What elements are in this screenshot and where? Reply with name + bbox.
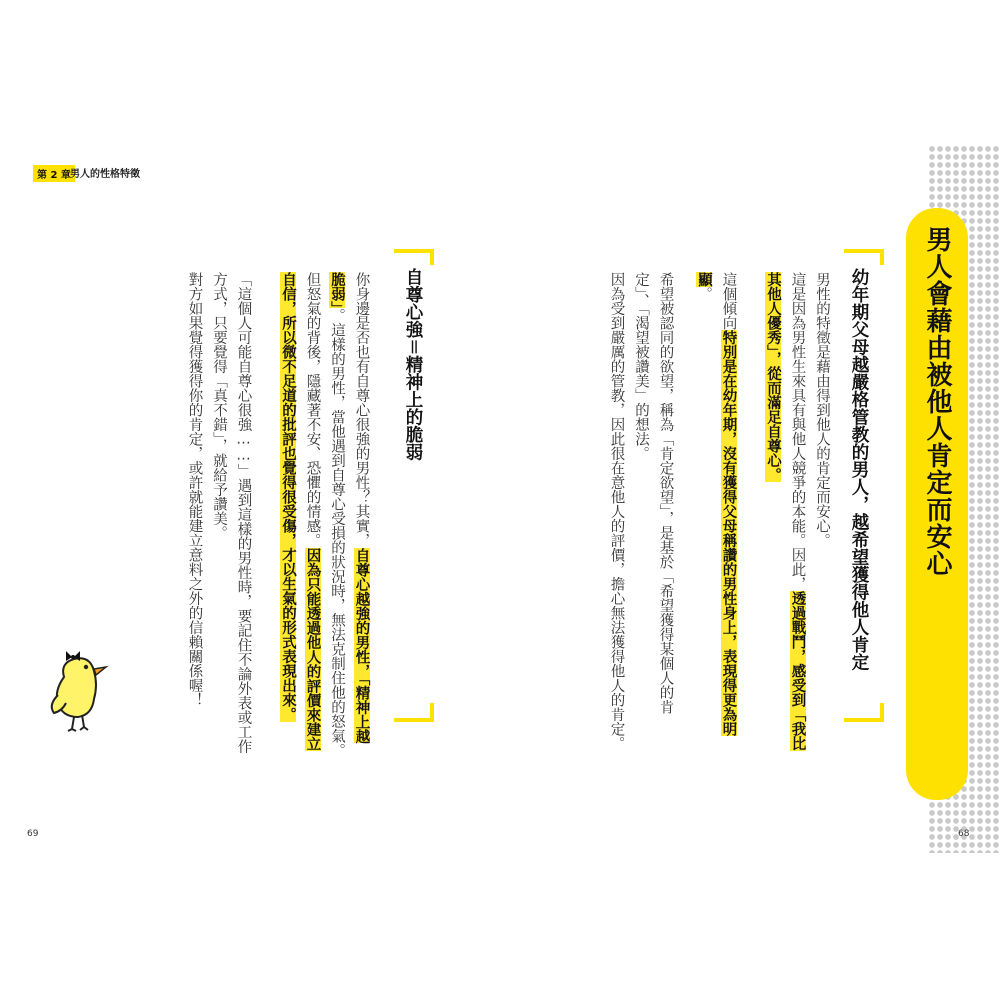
right-p3-l2: 定」、「渴望被讚美」的想法。 [633, 272, 649, 461]
left-p1-l3a: 但怒氣的背後，隱藏著不安、恐懼的情感。 [304, 272, 321, 548]
right-subheading: 幼年期父母越嚴格管教的男人，越希望獲得他人肯定 [849, 268, 869, 671]
chapter-tag: 第 2 章 [33, 165, 75, 182]
page-title: 男人會藉由被他人肯定而安心 [922, 226, 952, 577]
right-p2-l2b: 。 [696, 286, 712, 301]
left-p1-l4: 自信，所以微不足道的批評也覺得很受傷，才以生氣的形式表現出來。 [280, 272, 296, 722]
right-p1-l2a: 這是因為男性生來具有與他人競爭的本能。因此， [789, 272, 806, 591]
right-p3-l1: 希望被認同的欲望，稱為「肯定欲望」，是基於「希望獲得某個人的肯 [657, 272, 674, 715]
left-p1 [276, 272, 374, 758]
left-p1-l3b: 因為只能透過他人的評價來建立 [304, 547, 321, 751]
left-p2-l2: 方式，只要覺得「真不錯」，就給予讚美。 [211, 272, 227, 541]
right-p1-l1: 男性的特徵是藉由得到他人的肯定而安心。 [814, 272, 830, 548]
right-p2-l1b: 特別是在幼年期，沒有獲得父母稱讚的男性身上，表現得更為明 [720, 330, 737, 736]
right-body [604, 272, 834, 751]
left-p1-l1a: 你身邊是否也有自尊心很強的男性？其實， [353, 272, 370, 548]
left-p1-l2b: 。這樣的男性，當他遇到自尊心受損的狀況時，無法克制住他的怒氣。 [329, 308, 345, 758]
left-body [182, 272, 374, 758]
right-p1-l2b: 透過戰鬥，感受到「我比 [789, 591, 806, 751]
right-p1 [761, 272, 835, 751]
right-p3 [604, 272, 678, 751]
right-p1-l3: 其他人優秀」，從而滿足自尊心。 [765, 272, 781, 483]
left-p1-l2a: 脆弱」 [329, 272, 345, 309]
left-subheading: 自尊心強＝精神上的脆弱 [403, 268, 423, 461]
left-p2-l3: 對方如果覺得獲得你的肯定，或許就能建立意料之外的信賴關係喔！ [186, 272, 203, 707]
chapter-title: 男人的性格特徵 [70, 169, 140, 180]
left-p1-l1b: 自尊心越強的男性，「精神上越 [353, 547, 370, 744]
page-number-left: 69 [27, 829, 39, 839]
right-p2-l2a: 顯 [696, 272, 712, 287]
page-number-right: 68 [958, 829, 970, 839]
left-p2 [182, 272, 256, 754]
right-p2-l1a: 這個傾向 [720, 272, 737, 330]
right-p2 [692, 272, 741, 736]
left-p2-l1: 「這個人可能自尊心很強……」遇到這樣的男性時，要記住不論外表或工作 [235, 272, 252, 754]
right-p3-l3: 因為受到嚴厲的管教，因此很在意他人的評價，擔心無法獲得他人的肯定。 [608, 272, 625, 751]
chick-mascot-icon [44, 645, 116, 735]
